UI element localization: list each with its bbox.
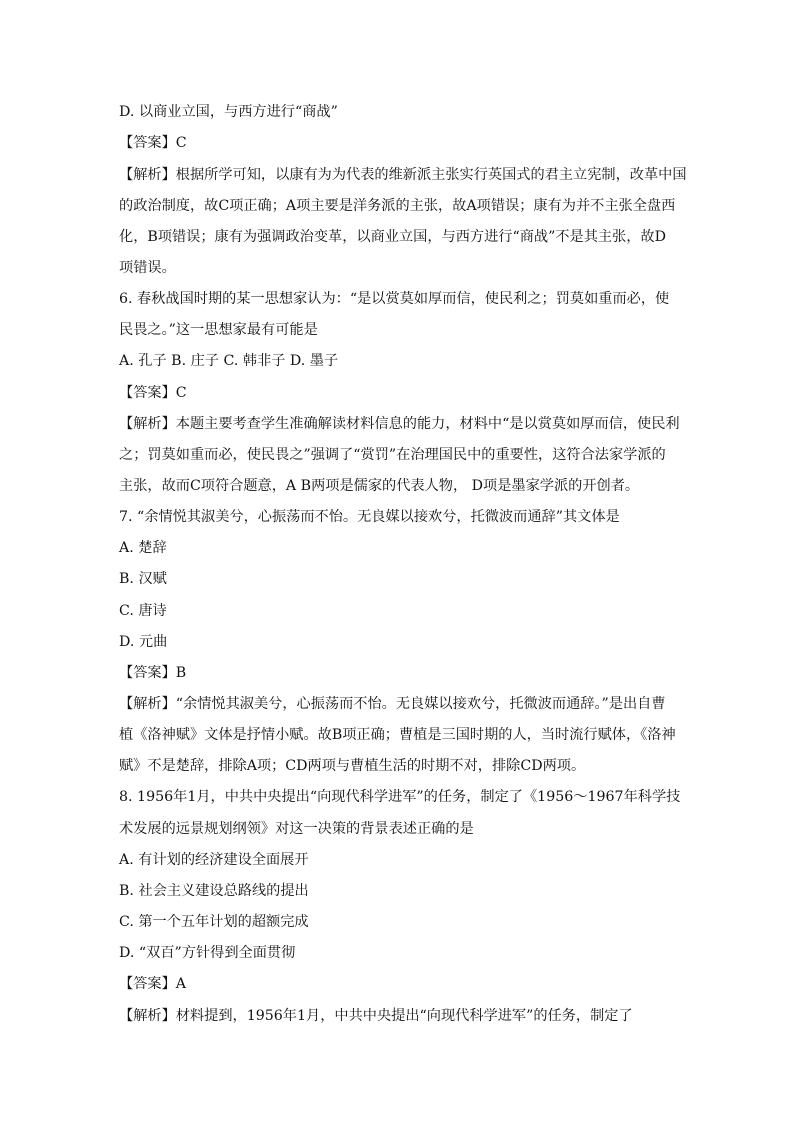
option-line: D. “双百”方针得到全面贯彻 <box>119 945 296 961</box>
question-line: 民畏之。”这一思想家最有可能是 <box>119 322 318 338</box>
analysis-line: 【解析】根据所学可知，以康有为为代表的维新派主张实行英国式的君主立宪制，改革中国 <box>119 167 687 183</box>
question-line: 7. “余情悦其淑美兮，心振荡而不怡。无良媒以接欢兮，托微波而通辞”其文体是 <box>119 509 620 525</box>
answer-line: 【答案】B <box>119 665 187 681</box>
option-line: C. 唐诗 <box>119 603 167 619</box>
analysis-line: 项错误。 <box>119 260 176 276</box>
analysis-line: 的政治制度，故C项正确；A项主要是洋务派的主张，故A项错误；康有为并不主张全盘西 <box>119 198 676 214</box>
analysis-line: 之；罚莫如重而必，使民畏之”强调了“赏罚”在治理国民中的重要性，这符合法家学派的 <box>119 447 666 463</box>
question-line: 术发展的远景规划纲领》对这一决策的背景表述正确的是 <box>119 821 474 837</box>
analysis-line: 赋》不是楚辞，排除A项；CD两项与曹植生活的时期不对，排除CD两项。 <box>119 758 586 774</box>
analysis-line: 化，B项错误；康有为强调政治变革，以商业立国，与西方进行“商战”不是其主张，故D <box>119 229 667 245</box>
answer-line: 【答案】C <box>119 135 187 151</box>
answer-line: 【答案】C <box>119 385 187 401</box>
option-line: A. 有计划的经济建设全面展开 <box>119 852 309 868</box>
option-line: D. 元曲 <box>119 634 168 650</box>
option-d-line: D. 以商业立国，与西方进行“商战” <box>119 104 338 120</box>
option-line: B. 社会主义建设总路线的提出 <box>119 883 309 899</box>
option-line: C. 第一个五年计划的超额完成 <box>119 914 309 930</box>
analysis-line: 【解析】本题主要考查学生准确解读材料信息的能力，材料中“是以赏莫如厚而信，使民利 <box>119 416 680 432</box>
option-line: B. 汉赋 <box>119 571 167 587</box>
analysis-line: 【解析】“余情悦其淑美兮，心振荡而不怡。无良媒以接欢兮，托微波而通辞。”是出自曹 <box>119 696 666 712</box>
analysis-line: 【解析】材料提到，1956年1月，中共中央提出“向现代科学进军”的任务，制定了 <box>119 1008 633 1024</box>
answer-line: 【答案】A <box>119 976 186 992</box>
question-line: 6. 春秋战国时期的某一思想家认为：“是以赏莫如厚而信，使民利之；罚莫如重而必，使 <box>119 291 670 307</box>
options-line: A. 孔子 B. 庄子 C. 韩非子 D. 墨子 <box>119 353 339 369</box>
analysis-line: 主张，故而C项符合题意，A B两项是儒家的代表人物， D项是墨家学派的开创者。 <box>119 478 640 494</box>
option-line: A. 楚辞 <box>119 540 167 556</box>
question-line: 8. 1956年1月，中共中央提出“向现代科学进军”的任务，制定了《1956～1967年科学技 <box>119 789 681 805</box>
analysis-line: 植《洛神赋》文体是抒情小赋。故B项正确；曹植是三国时期的人，当时流行赋体，《洛神 <box>119 727 676 743</box>
